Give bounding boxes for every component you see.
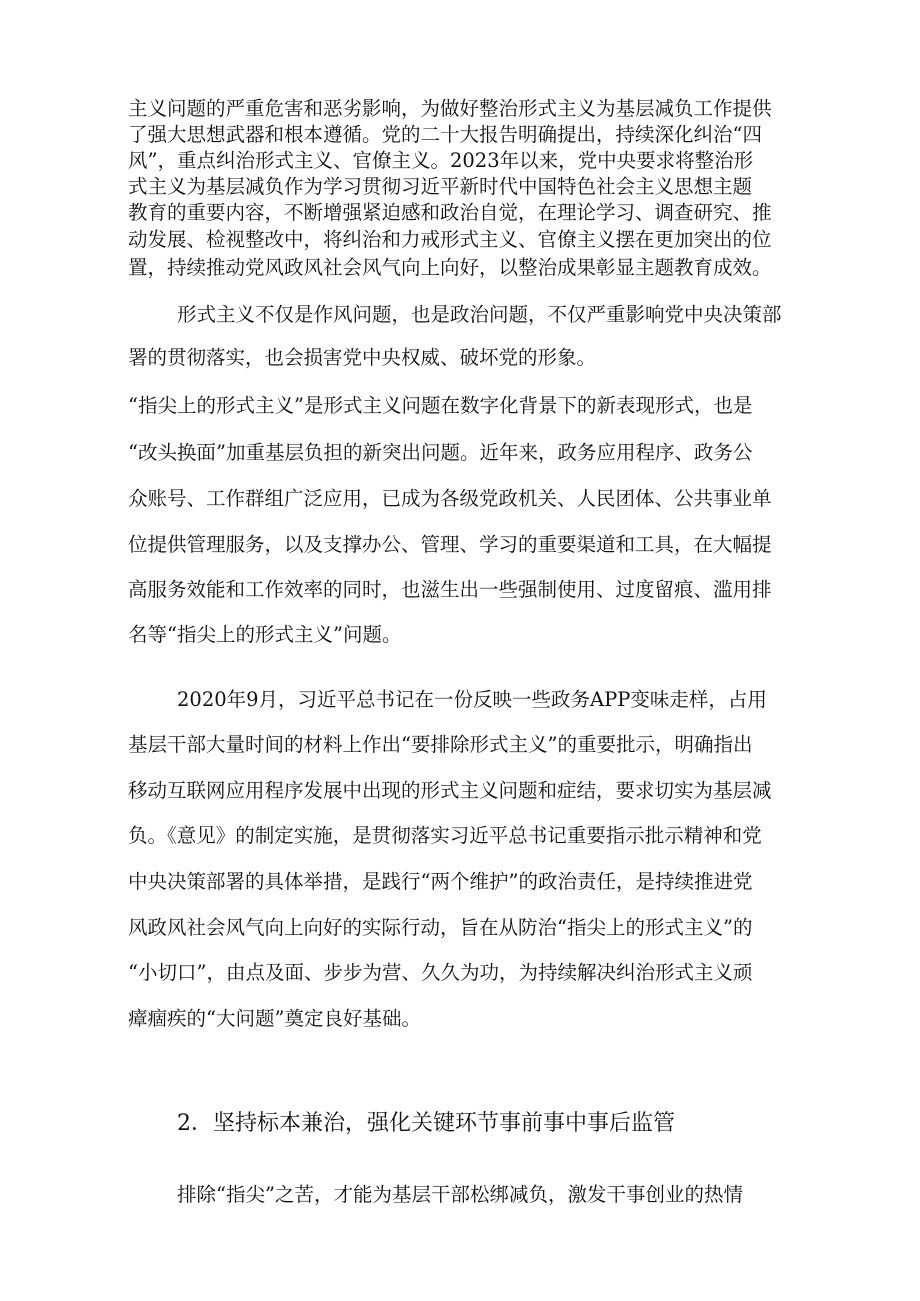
paragraph-line: 众账号、工作群组广泛应用，已成为各级党政机关、人民团体、公共事业单	[128, 487, 772, 510]
paragraph-line: 主义问题的严重危害和恶劣影响，为做好整治形式主义为基层减负工作提供	[128, 97, 772, 120]
paragraph-line: 基层干部大量时间的材料上作出“要排除形式主义”的重要批示，明确指出	[128, 733, 753, 756]
paragraph-line: “指尖上的形式主义”是形式主义问题在数字化背景下的新表现形式，也是	[128, 394, 753, 417]
paragraph-line: 置，持续推动党风政风社会风气向上向好，以整治成果彰显主题教育成效。	[128, 256, 772, 279]
paragraph-line: 瘴痼疾的“大问题”奠定良好基础。	[128, 1007, 421, 1030]
paragraph-line: 风”，重点纠治形式主义、官僚主义。2023年以来，党中央要求将整治形	[128, 149, 754, 172]
paragraph-line: 中央决策部署的具体举措，是践行“两个维护”的政治责任，是持续推进党	[128, 870, 753, 893]
paragraph-line: 2020年9月，习近平总书记在一份反映一些政务APP变味走样，占用	[177, 688, 767, 711]
paragraph-line: “改头换面”加重基层负担的新突出问题。近年来，政务应用程序、政务公	[128, 441, 753, 464]
paragraph-line: 署的贯彻落实，也会损害党中央权威、破坏党的形象。	[128, 346, 597, 369]
paragraph-line: 动发展、检视整改中，将纠治和力戒形式主义、官僚主义摆在更加突出的位	[128, 228, 772, 251]
paragraph-line: 了强大思想武器和根本遵循。党的二十大报告明确提出，持续深化纠治“四	[128, 123, 762, 146]
section-heading: 2．坚持标本兼治，强化关键环节事前事中事后监管	[177, 1111, 675, 1136]
paragraph-line: 名等“指尖上的形式主义”问题。	[128, 623, 402, 646]
paragraph-line: 教育的重要内容，不断增强紧迫感和政治自觉，在理论学习、调查研究、推	[128, 201, 772, 224]
paragraph-line: 式主义为基层减负作为学习贯彻习近平新时代中国特色社会主义思想主题	[128, 175, 753, 198]
paragraph-line: “小切口”，由点及面、步步为营、久久为功，为持续解决纠治形式主义顽	[128, 961, 753, 984]
paragraph-line: 排除“指尖”之苦，才能为基层干部松绑减负，激发干事创业的热情	[177, 1183, 743, 1206]
paragraph-line: 形式主义不仅是作风问题，也是政治问题，不仅严重影响党中央决策部	[177, 303, 782, 326]
paragraph-line: 风政风社会风气向上向好的实际行动，旨在从防治“指尖上的形式主义”的	[128, 916, 753, 939]
paragraph-line: 负。《意见》的制定实施，是贯彻落实习近平总书记重要指示批示精神和党	[128, 824, 762, 847]
paragraph-line: 位提供管理服务，以及支撑办公、管理、学习的重要渠道和工具，在大幅提	[128, 533, 772, 556]
paragraph-line: 高服务效能和工作效率的同时，也滋生出一些强制使用、过度留痕、滥用排	[128, 578, 772, 601]
paragraph-line: 移动互联网应用程序发展中出现的形式主义问题和症结，要求切实为基层减	[128, 779, 772, 802]
